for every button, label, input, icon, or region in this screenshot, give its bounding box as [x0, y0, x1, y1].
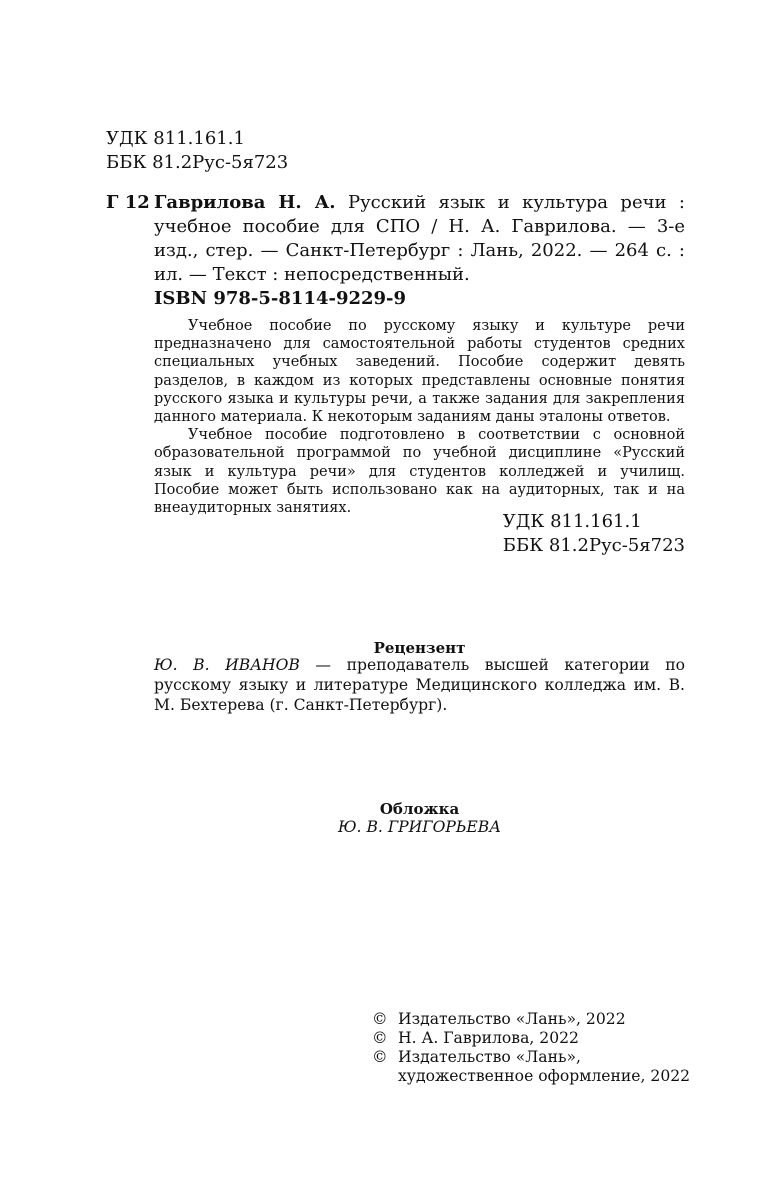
copyright-icon: © — [372, 1010, 388, 1028]
copyright-block — [372, 1010, 690, 1086]
author-sign: Г 12 — [106, 192, 150, 213]
copyright-line — [372, 1029, 690, 1048]
annotation-paragraph: Учебное пособие по русскому языку и культуре речи предназначено для самостоятельной работы студентов средних специальных учебных заведений. Пособие содержит девять разделов, в каждом из которых представлены основные понятия русского языка и культуры речи, а также задания для закрепления данного материала. К некоторым заданиям даны эталоны ответов. — [154, 318, 685, 426]
reviewer-description: — преподаватель высшей категории по русскому языку и литературе Медицинского колледжа им. В. М. Бехтерева (г. Санкт-Петербург). — [154, 656, 685, 714]
copyright-icon: © — [372, 1029, 388, 1047]
bibliographic-text: Русский язык и культура речи : учебное пособие для СПО / Н. А. Гаврилова. — 3-е изд., стер. — Санкт-Петербург : Лань, 2022. — 264 с. : ил. — Текст : непосредственный. — [154, 192, 685, 285]
classification-codes-top — [106, 127, 288, 175]
copyright-icon: © — [372, 1048, 388, 1066]
copyright-continuation: художественное оформление, 2022 — [398, 1067, 691, 1085]
annotation-paragraph: Учебное пособие подготовлено в соответствии с основной образовательной программой по учебной дисциплине «Русский язык и культура речи» для студентов колледжей и училищ. Пособие может быть использовано как на аудиторных, так и на внеаудиторных занятиях. — [154, 427, 685, 517]
bbk-code: ББК 81.2Рус-5я723 — [106, 152, 289, 173]
reviewer-info — [154, 655, 685, 715]
annotation — [154, 317, 685, 517]
copyright-text: Издательство «Лань», — [398, 1048, 581, 1066]
reviewer-name: Ю. В. ИВАНОВ — [154, 656, 300, 674]
cover-designer-name: Ю. В. ГРИГОРЬЕВА — [337, 818, 502, 836]
copyright-line — [372, 1048, 690, 1067]
bbk-code: ББК 81.2Рус-5я723 — [502, 535, 685, 556]
udk-code: УДК 811.161.1 — [502, 511, 642, 532]
copyright-text: Н. А. Гаврилова, 2022 — [398, 1029, 579, 1047]
cover-heading: Обложка — [379, 800, 460, 818]
copyright-text: Издательство «Лань», 2022 — [398, 1010, 626, 1028]
bibliographic-author: Гаврилова Н. А. — [154, 192, 336, 213]
copyright-line — [372, 1010, 690, 1029]
reviewer-heading: Рецензент — [373, 639, 466, 657]
isbn: ISBN 978-5-8114-9229-9 — [154, 288, 407, 309]
udk-code: УДК 811.161.1 — [106, 128, 245, 149]
bibliographic-description — [154, 191, 685, 287]
classification-codes-bottom — [503, 510, 685, 558]
